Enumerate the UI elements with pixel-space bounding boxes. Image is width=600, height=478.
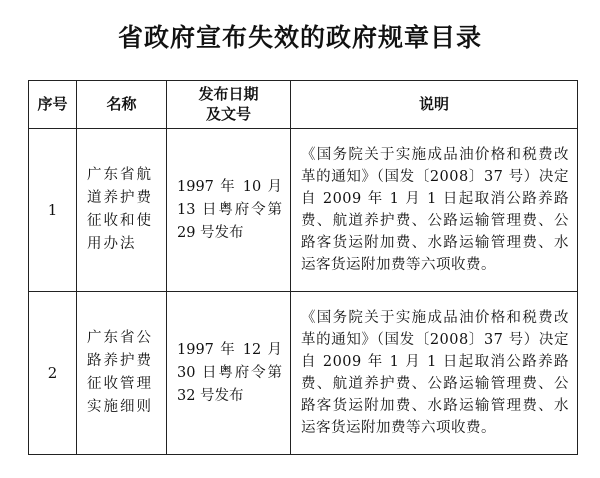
regulation-catalog-table bbox=[28, 80, 578, 455]
header-issue-date-line1: 发布日期 bbox=[198, 85, 259, 103]
row-description: 《国务院关于实施成品油价格和税费改革的通知》（国发〔2008〕37 号）决定自 2009 年 1 月 1 日起取消公路养路费、航道养护费、公路运输管理费、公路客货运附加费、水路运输管理费、水运客货运附加费等六项收费。 bbox=[291, 129, 578, 292]
document-title: 省政府宣布失效的政府规章目录 bbox=[117, 23, 482, 52]
row-serial-number: 1 bbox=[29, 129, 77, 292]
table-row bbox=[29, 129, 578, 292]
table-header-row bbox=[29, 81, 578, 129]
row-issue-date: 1997 年 12 月 30 日粤府令第 32 号发布 bbox=[167, 292, 291, 455]
header-description: 说明 bbox=[291, 81, 578, 129]
row-serial-number: 2 bbox=[29, 292, 77, 455]
row-issue-date: 1997 年 10 月 13 日粤府令第 29 号发布 bbox=[167, 129, 291, 292]
header-serial-number: 序号 bbox=[29, 81, 77, 129]
row-regulation-name: 广东省公路养护费征收管理实施细则 bbox=[77, 292, 167, 455]
row-description: 《国务院关于实施成品油价格和税费改革的通知》（国发〔2008〕37 号）决定自 2009 年 1 月 1 日起取消公路养路费、航道养护费、公路运输管理费、公路客货运附加费、水路运输管理费、水运客货运附加费等六项收费。 bbox=[291, 292, 578, 455]
row-regulation-name: 广东省航道养护费征收和使用办法 bbox=[77, 129, 167, 292]
table-row bbox=[29, 292, 578, 455]
header-issue-date bbox=[167, 81, 291, 129]
header-issue-date-line2: 及文号 bbox=[205, 104, 251, 123]
header-name: 名称 bbox=[77, 81, 167, 129]
